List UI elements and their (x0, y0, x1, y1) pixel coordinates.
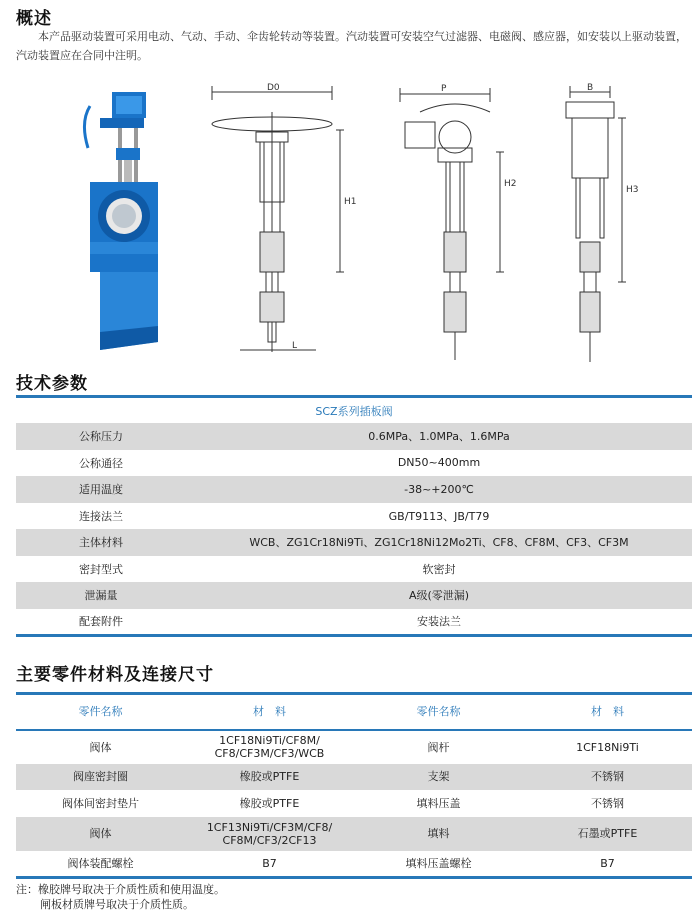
row-key: 泄漏量 (16, 582, 186, 609)
label-l: L (292, 341, 298, 351)
footnote (16, 882, 225, 912)
parts-table (16, 692, 692, 879)
cell: B7 (262, 856, 277, 870)
tech-table (16, 395, 692, 637)
label-h2: H2 (504, 179, 517, 189)
cell: 1CF13Ni9Ti/CF3M/CF8/ CF8M/CF3/2CF13 (185, 817, 354, 851)
label-h1: H1 (344, 197, 357, 207)
row-value: WCB、ZG1Cr18Ni9Ti、ZG1Cr18Ni12Mo2Ti、CF8、CF8M、CF3、CF3M (186, 529, 692, 556)
col-header: 零件名称 (354, 694, 523, 730)
row-key: 公称压力 (16, 423, 186, 450)
cell: 橡胶或PTFE (239, 796, 300, 810)
overview-title: 概述 (16, 9, 52, 29)
table-row (16, 476, 692, 503)
row-value: DN50~400mm (397, 456, 481, 470)
drawing-handwheel (212, 86, 344, 352)
cell: 橡胶或PTFE (185, 764, 354, 791)
parts-title: 主要零件材料及连接尺寸 (16, 665, 214, 685)
table-row (16, 423, 692, 450)
table-row (16, 764, 692, 791)
product-figure (60, 82, 690, 372)
note-line: 闸板材质牌号取决于介质性质。 (40, 898, 194, 911)
cell: 阀体 (89, 740, 112, 754)
table-row (16, 582, 692, 609)
row-value: GB/T9113、JB/T79 (388, 509, 490, 523)
table-row (16, 851, 692, 878)
cell: 阀座密封圈 (16, 764, 185, 791)
table-row (16, 609, 692, 636)
cell: 不锈钢 (591, 796, 624, 810)
table-row (16, 503, 692, 530)
cell: 1CF18Ni9Ti/CF8M/ CF8/CF3M/CF3/WCB (214, 734, 325, 760)
col-header: 零件名称 (16, 694, 185, 730)
table-row (16, 556, 692, 583)
row-key: 密封型式 (79, 562, 123, 576)
cell: 1CF18Ni9Ti (576, 740, 639, 754)
table-row (16, 450, 692, 477)
row-value: A级(零泄漏) (186, 582, 692, 609)
tech-header: SCZ系列插板阀 (315, 404, 393, 418)
drawing-pneumatic (566, 86, 626, 362)
drawing-electric (400, 88, 504, 360)
table-row (16, 790, 692, 817)
row-key: 适用温度 (16, 476, 186, 503)
label-d0: D0 (267, 83, 280, 93)
cell: 填料压盖 (416, 796, 461, 810)
row-key: 连接法兰 (79, 509, 123, 523)
table-row (16, 529, 692, 556)
row-value: 安装法兰 (417, 615, 461, 628)
label-b: B (587, 83, 594, 93)
cell: 阀体 (16, 817, 185, 851)
note-line: 注：橡胶牌号取决于介质性质和使用温度。 (16, 883, 225, 896)
row-value: 0.6MPa、1.0MPa、1.6MPa (186, 423, 692, 450)
table-row (16, 730, 692, 764)
overview-text: 本产品驱动装置可采用电动、气动、手动、伞齿轮转动等装置。汽动装置可安装空气过滤器、电磁阀、感应器，如安装以上驱动装置，汽动装置应在合同中注明。 (16, 30, 687, 62)
cell: 不锈钢 (523, 764, 692, 791)
cell: B7 (600, 856, 615, 870)
cell: 阀体装配螺栓 (67, 856, 134, 870)
cell: 填料 (354, 817, 523, 851)
cell: 阀体间密封垫片 (62, 796, 139, 810)
cell: 支架 (354, 764, 523, 791)
row-key: 主体材料 (16, 529, 186, 556)
col-header: 材 料 (523, 694, 692, 730)
tech-title: 技术参数 (16, 374, 88, 394)
col-header: 材 料 (185, 694, 354, 730)
cell: 阀杆 (427, 740, 450, 754)
label-h3: H3 (626, 185, 639, 195)
cell: 石墨或PTFE (523, 817, 692, 851)
row-key: 配套附件 (79, 615, 123, 628)
row-value: -38~+200℃ (186, 476, 692, 503)
row-value: 软密封 (422, 562, 456, 576)
valve-photo (84, 92, 158, 350)
row-key: 公称通径 (79, 456, 123, 470)
table-row (16, 817, 692, 851)
cell: 填料压盖螺栓 (405, 856, 472, 870)
label-p: P (441, 84, 447, 94)
